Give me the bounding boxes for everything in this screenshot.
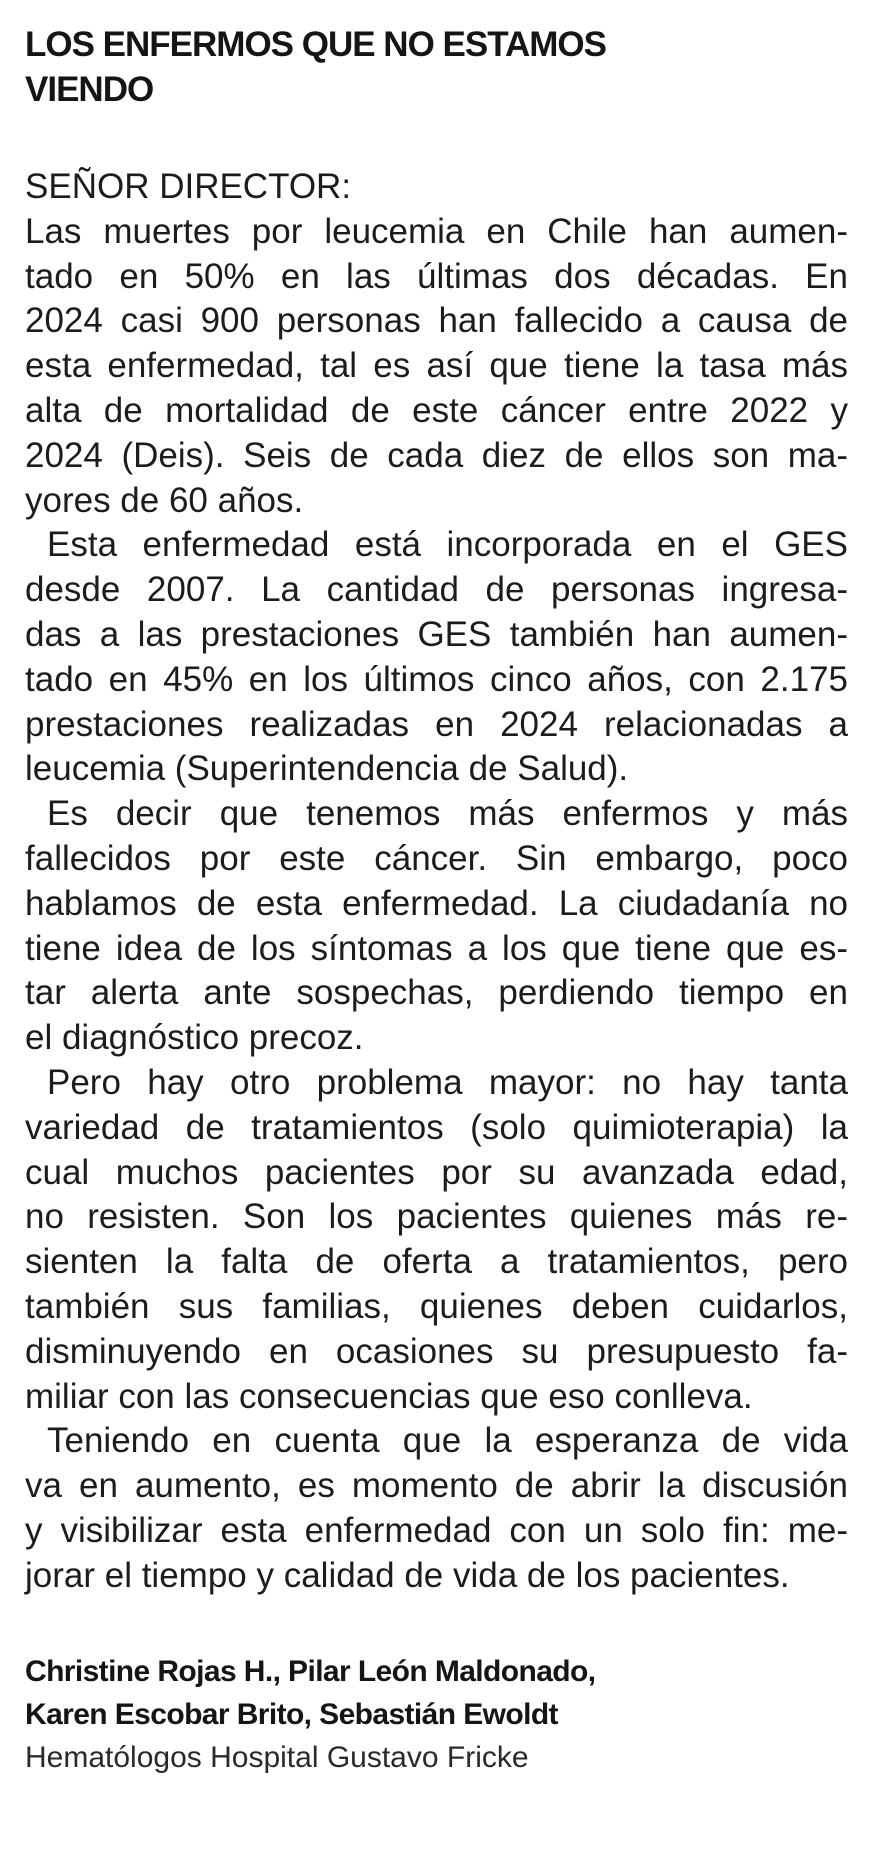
letter-title [25,22,848,112]
body-line: das a las prestaciones GES también han aumen- [25,614,848,654]
body-line: yores de 60 años. [25,480,304,520]
body-line: variedad de tratamientos (solo quimioterapia) la [25,1107,848,1147]
title-line: VIENDO [25,70,154,109]
body-line: fallecidos por este cáncer. Sin embargo, poco [25,838,848,878]
body-line: va en aumento, es momento de abrir la discusión [25,1466,848,1506]
body-line: Pero hay otro problema mayor: no hay tanta [47,1062,848,1102]
body-line: tado en 45% en los últimos cinco años, con 2.175 [25,659,848,699]
body-line: Esta enfermedad está incorporada en el GES [47,525,848,565]
body-line: esta enfermedad, tal es así que tiene la tasa más [25,346,848,386]
signature-affiliation: Hematólogos Hospital Gustavo Fricke [25,1741,529,1774]
body-line: hablamos de esta enfermedad. La ciudadanía no [25,883,848,923]
body-paragraph [25,1419,848,1598]
title-line: LOS ENFERMOS QUE NO ESTAMOS [25,25,607,64]
body-paragraph [25,792,848,1061]
body-line: miliar con las consecuencias que eso conlleva. [25,1376,753,1416]
body-line: no resisten. Son los pacientes quienes más re- [25,1197,848,1237]
body-line: 2024 (Deis). Seis de cada diez de ellos son ma- [25,435,848,475]
body-line: jorar el tiempo y calidad de vida de los pacientes. [25,1555,790,1595]
body-line: Las muertes por leucemia en Chile han aumen- [25,211,848,251]
body-paragraph [25,523,848,792]
salutation: SEÑOR DIRECTOR: [25,167,352,206]
body-line: 2024 casi 900 personas han fallecido a causa de [25,301,848,341]
signature-authors: Christine Rojas H., Pilar León Maldonado, [25,1655,596,1688]
body-line: leucemia (Superintendencia de Salud). [25,749,629,789]
body-line: tar alerta ante sospechas, perdiendo tiempo en [25,973,848,1013]
body-line: desde 2007. La cantidad de personas ingresa- [25,570,848,610]
body-line: el diagnóstico precoz. [25,1018,364,1058]
body-line: Teniendo en cuenta que la esperanza de vida [47,1421,848,1461]
body-line: alta de mortalidad de este cáncer entre 2022 y [25,390,848,430]
body-line: prestaciones realizadas en 2024 relacionadas a [25,704,848,744]
letter-body [25,165,848,1599]
body-line: y visibilizar esta enfermedad con un solo fin: me- [25,1510,848,1550]
body-line: Es decir que tenemos más enfermos y más [47,794,848,834]
body-line: también sus familias, quienes deben cuidarlos, [25,1286,848,1326]
body-line: tiene idea de los síntomas a los que tiene que es- [25,928,848,968]
letter-signature [25,1650,848,1779]
body-line: cual muchos pacientes por su avanzada edad, [25,1152,848,1192]
body-line: disminuyendo en ocasiones su presupuesto fa- [25,1331,848,1371]
signature-authors: Karen Escobar Brito, Sebastián Ewoldt [25,1698,558,1731]
body-line: tado en 50% en las últimas dos décadas. En [25,256,848,296]
body-paragraph [25,1061,848,1419]
body-paragraph [25,210,848,524]
body-line: sienten la falta de oferta a tratamientos, pero [25,1242,848,1282]
